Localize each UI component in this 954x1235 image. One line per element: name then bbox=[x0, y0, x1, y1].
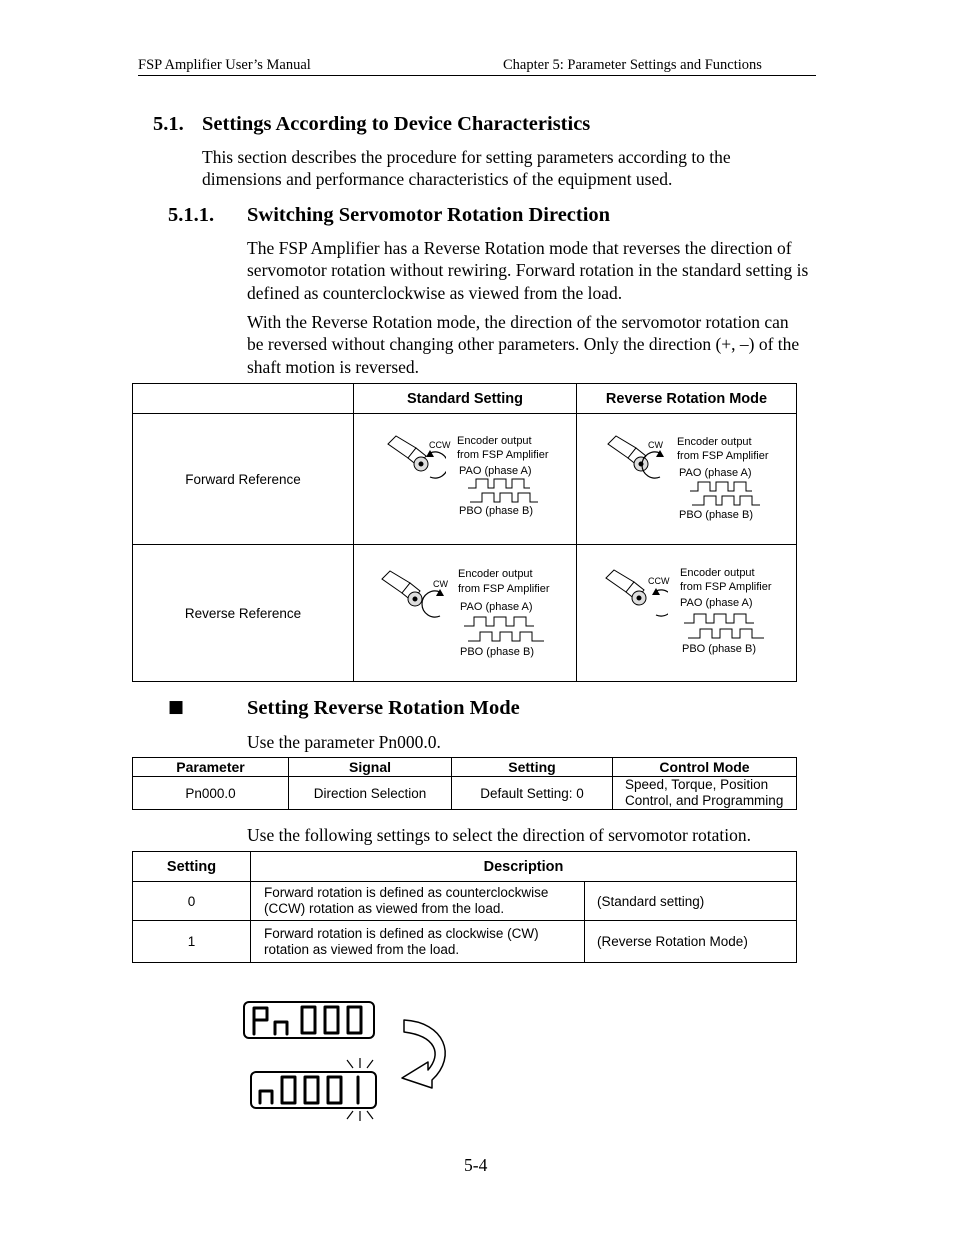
subsection-title: Switching Servomotor Rotation Direction bbox=[247, 204, 611, 226]
reverse-mode-title: Setting Reverse Rotation Mode bbox=[247, 697, 520, 719]
header-rule bbox=[138, 75, 816, 76]
pao-label: PAO (phase A) bbox=[680, 597, 753, 609]
encoder-from: from FSP Amplifier bbox=[680, 581, 772, 593]
pulse-waveform bbox=[468, 478, 540, 504]
diagram-reverse-standard bbox=[380, 565, 555, 660]
param-header-parameter: Parameter bbox=[133, 758, 289, 777]
row-reverse-label: Reverse Reference bbox=[133, 545, 354, 682]
use-parameter-text: Use the parameter Pn000.0. bbox=[247, 732, 441, 752]
encoder-from: from FSP Amplifier bbox=[677, 450, 769, 462]
pulse-waveform bbox=[684, 613, 770, 641]
settings-header-description: Description bbox=[251, 852, 797, 882]
param-header-setting: Setting bbox=[452, 758, 613, 777]
pao-label: PAO (phase A) bbox=[460, 601, 533, 613]
settings-table bbox=[132, 851, 797, 963]
rotation-table-corner bbox=[133, 384, 354, 414]
param-header-control-mode: Control Mode bbox=[613, 758, 797, 777]
settings-row0-desc: Forward rotation is defined as counterclockwise (CCW) rotation as viewed from the load. bbox=[251, 882, 585, 921]
subsection-para1: The FSP Amplifier has a Reverse Rotation mode that reverses the direction of servomotor rotation without rewiring. Forward rotation in the standard setting is defined as counterclockwise as viewed from the load. bbox=[247, 238, 809, 303]
settings-row1-desc: Forward rotation is defined as clockwise (CW) rotation as viewed from the load. bbox=[251, 921, 585, 963]
col-standard: Standard Setting bbox=[354, 384, 577, 414]
col-reverse-mode: Reverse Rotation Mode bbox=[577, 384, 797, 414]
section-number: 5.1. bbox=[153, 113, 184, 135]
pbo-label: PBO (phase B) bbox=[460, 646, 534, 658]
pbo-label: PBO (phase B) bbox=[459, 505, 533, 517]
blink-marks-icon bbox=[340, 1056, 380, 1122]
settings-intro: Use the following settings to select the direction of servomotor rotation. bbox=[247, 825, 751, 845]
section-title: Settings According to Device Characteristics bbox=[202, 113, 591, 135]
direction-label: CCW bbox=[429, 440, 451, 450]
encoder-title: Encoder output bbox=[677, 436, 752, 448]
settings-row0-note: (Standard setting) bbox=[585, 882, 797, 921]
pbo-label: PBO (phase B) bbox=[679, 509, 753, 521]
pulse-waveform bbox=[690, 481, 766, 507]
param-header-signal: Signal bbox=[289, 758, 452, 777]
settings-row0-setting: 0 bbox=[133, 882, 251, 921]
settings-header-setting: Setting bbox=[133, 852, 251, 882]
subsection-para2: With the Reverse Rotation mode, the direction of the servomotor rotation can be reversed without changing other parameters. Only the direction (+, –) of the shaft motion is reversed. bbox=[247, 312, 800, 377]
encoder-title: Encoder output bbox=[680, 567, 755, 579]
diagram-forward-reverse bbox=[606, 430, 776, 525]
param-cell-signal: Direction Selection bbox=[289, 777, 452, 810]
encoder-title: Encoder output bbox=[458, 568, 533, 580]
header-left: FSP Amplifier User’s Manual bbox=[138, 57, 311, 73]
pao-label: PAO (phase A) bbox=[679, 467, 752, 479]
param-cell-setting: Default Setting: 0 bbox=[452, 777, 613, 810]
settings-row1-note: (Reverse Rotation Mode) bbox=[585, 921, 797, 963]
parameter-table bbox=[132, 757, 797, 810]
direction-label: CCW bbox=[648, 576, 670, 586]
subsection-number: 5.1.1. bbox=[168, 204, 215, 226]
segment-digits-top bbox=[245, 1003, 373, 1037]
direction-label: CW bbox=[648, 440, 663, 450]
header-right: Chapter 5: Parameter Settings and Functions bbox=[503, 57, 762, 73]
curved-arrow-icon bbox=[398, 1016, 454, 1102]
encoder-from: from FSP Amplifier bbox=[458, 583, 550, 595]
settings-row1-setting: 1 bbox=[133, 921, 251, 963]
motor-icon bbox=[380, 565, 444, 629]
param-cell-control-mode: Speed, Torque, Position Control, and Programming bbox=[613, 777, 797, 810]
encoder-from: from FSP Amplifier bbox=[457, 449, 549, 461]
pulse-waveform bbox=[464, 616, 550, 644]
encoder-title: Encoder output bbox=[457, 435, 532, 447]
pao-label: PAO (phase A) bbox=[459, 465, 532, 477]
diagram-forward-standard bbox=[386, 430, 551, 520]
section-intro: This section describes the procedure for setting parameters according to the dimensions and performance characteristics of the equipment used. bbox=[202, 147, 731, 190]
param-cell-parameter: Pn000.0 bbox=[133, 777, 289, 810]
row-forward-label: Forward Reference bbox=[133, 414, 354, 545]
direction-label: CW bbox=[433, 579, 448, 589]
diagram-reverse-reverse bbox=[604, 564, 779, 659]
display-top bbox=[243, 1001, 375, 1039]
bullet-square: ■ bbox=[168, 697, 185, 717]
pbo-label: PBO (phase B) bbox=[682, 643, 756, 655]
page-number: 5-4 bbox=[464, 1155, 488, 1175]
